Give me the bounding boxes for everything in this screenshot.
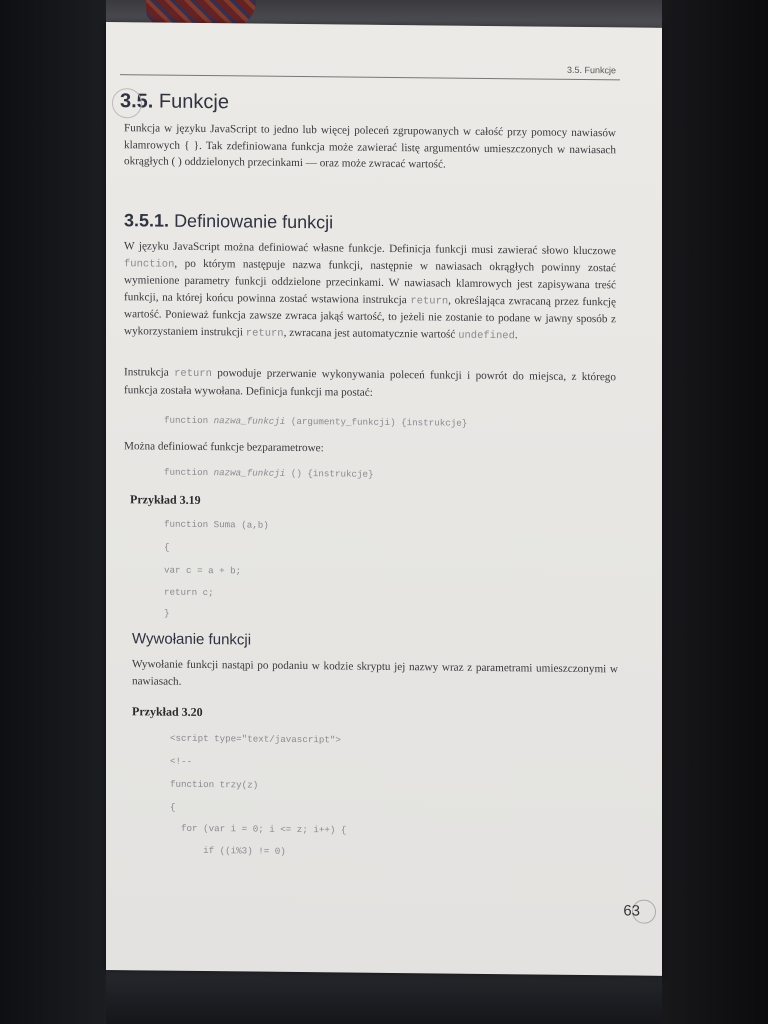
- code-line: }: [164, 607, 170, 619]
- margin-circle-icon: [112, 88, 142, 118]
- subsection-title: [124, 210, 333, 233]
- example-title: Przykład 3.19: [130, 492, 201, 507]
- keyword-return: return: [410, 294, 449, 308]
- code-name: nazwa_funkcji: [213, 467, 286, 479]
- keyword-undefined: undefined: [458, 329, 515, 342]
- text-run: , określająca zwracaną przez funkcję wartość. Ponieważ funkcja zawsze zwraca jakąś wartość, to jeżeli nie zostanie to podane w jawny sposób z wykorzystaniem instrukcji: [124, 294, 616, 338]
- code-args: (): [285, 467, 302, 480]
- code-line: {: [164, 541, 170, 553]
- code-line: var c = a + b;: [164, 564, 242, 577]
- background-right: [662, 0, 768, 1024]
- syntax-parameterless: [164, 467, 374, 480]
- code-args: (argumenty_funkcji): [285, 415, 396, 429]
- page-number: 63: [623, 902, 640, 920]
- section-title-text: Funkcje: [158, 90, 229, 114]
- definition-paragraph: [124, 238, 616, 345]
- subsection-number: 3.5.1.: [124, 210, 170, 231]
- text-run: Instrukcja: [124, 366, 175, 379]
- code-line: <script type="text/javascript">: [170, 732, 341, 746]
- calling-title: Wywołanie funkcji: [132, 630, 252, 649]
- keyword-return: return: [245, 326, 284, 340]
- book-page: [106, 22, 662, 976]
- example-title: Przykład 3.20: [132, 704, 203, 720]
- text-run: , po którym następuje nazwa funkcji, następnie w nawiasach okrągłych powinny zostać wymienione parametry funkcji oddzielone przecinkami. W nawiasach klamrowych jest zapisywana treść funkcji, na której końcu powinna zostać wstawiona instrukcja: [124, 257, 616, 306]
- keyword-function: function: [124, 257, 175, 271]
- code-keyword: function: [164, 414, 214, 427]
- code-body: {instrukcje}: [301, 468, 374, 480]
- code-body: {instrukcje}: [395, 417, 468, 429]
- text-run: .: [514, 328, 518, 341]
- text-run: powoduje przerwanie wykonywania poleceń funkcji i powrót do miejsca, z którego funkcja została wywołana. Definicja funkcji ma postać:: [124, 367, 616, 399]
- subsection-title-text: Definiowanie funkcji: [174, 210, 334, 233]
- code-line: for (var i = 0; i <= z; i++) {: [170, 822, 347, 836]
- text-run: W języku JavaScript można definiować własne funkcje. Definicja funkcji musi zawierać słowo kluczowe: [124, 240, 616, 258]
- text-run: , zwracana jest automatycznie wartość: [283, 326, 459, 341]
- calling-paragraph: Wywołanie funkcji nastąpi po podaniu w kodzie skryptu jej nazwy wraz z parametrami umieszczonymi w nawiasach.: [132, 658, 618, 688]
- section-number: 3.5.: [120, 90, 154, 113]
- syntax-definition: [164, 415, 467, 429]
- keyword-return: return: [174, 367, 212, 381]
- section-intro: Funkcja w języku JavaScript to jedno lub więcej poleceń zgrupowanych w całość przy pomocy nawiasów klamrowych { }. Tak zdefiniowana funkcja może zawierać listę argumentów umieszczonych w nawiasach okrągłych ( ) oddzielonych przecinkami — oraz może zwracać wartość.: [124, 122, 616, 171]
- code-keyword: function: [164, 466, 214, 479]
- section-title: [120, 90, 229, 114]
- code-line: function Suma (a,b): [164, 518, 269, 531]
- background-left: [0, 0, 106, 1024]
- return-paragraph: [124, 364, 616, 403]
- code-line: function trzy(z): [170, 778, 259, 791]
- running-head: 3.5. Funkcje: [566, 64, 616, 76]
- parameterless-paragraph: Można definiować funkcje bezparametrowe:: [124, 440, 324, 455]
- code-name: nazwa_funkcji: [213, 415, 286, 427]
- background-bottom: [106, 970, 662, 1024]
- code-line: {: [170, 801, 176, 813]
- header-rule: [120, 74, 620, 80]
- code-line: <!--: [170, 755, 193, 767]
- code-line: return c;: [164, 586, 214, 599]
- code-line: if ((i%3) != 0): [170, 844, 286, 857]
